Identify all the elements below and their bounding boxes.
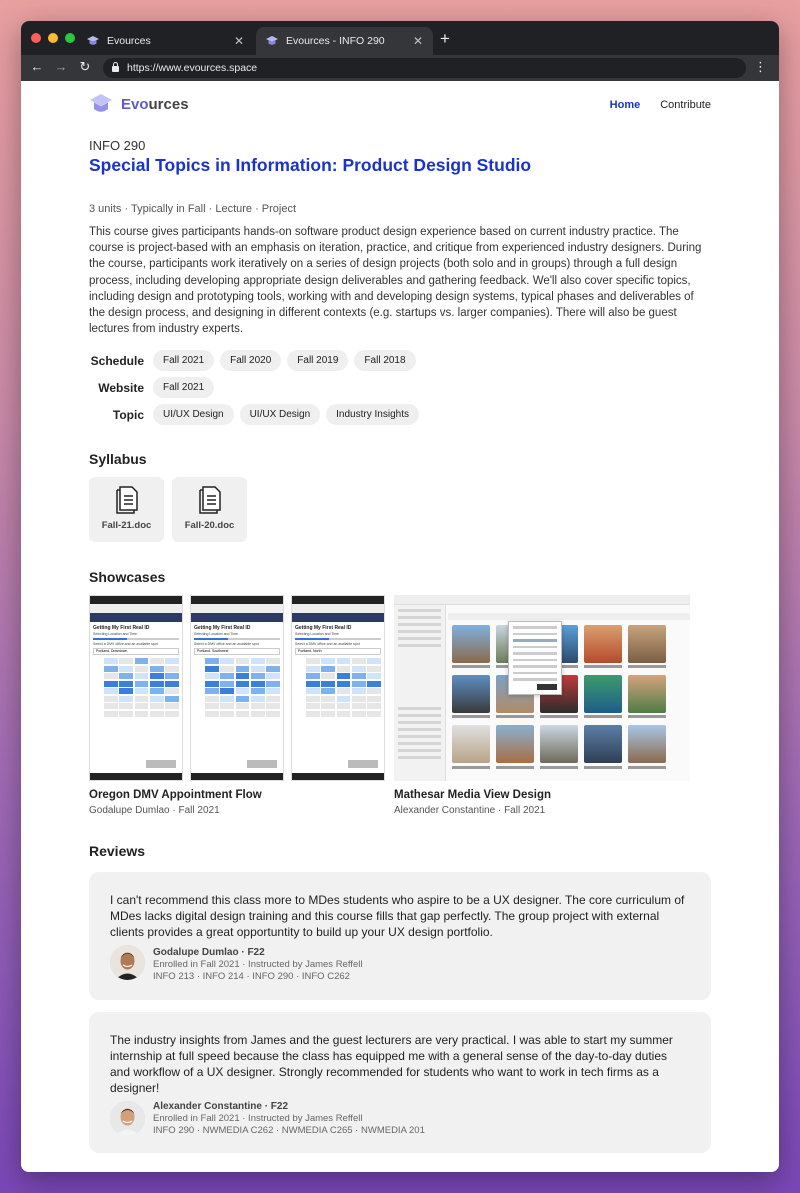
graduation-cap-icon: [89, 93, 113, 115]
reviewer-enrollment: Enrolled in Fall 2021 · Instructed by James Reffell: [153, 1113, 363, 1124]
schedule-row: [89, 350, 422, 371]
review-card: [89, 1012, 711, 1153]
close-tab-icon[interactable]: ✕: [233, 34, 244, 48]
course-code: INFO 290: [89, 138, 146, 153]
slot-grid: [205, 658, 280, 717]
reviewer-courses: INFO 290 · NWMEDIA C262 · NWMEDIA C265 · NWMEDIA 201: [153, 1125, 425, 1136]
slot-grid: [104, 658, 179, 717]
course-meta: 3 units · Typically in Fall · Lecture · Project: [89, 203, 297, 215]
logo-text-rest: urces: [148, 95, 189, 113]
syllabus-file-card[interactable]: [172, 477, 247, 542]
reviewer-enrollment: Enrolled in Fall 2021 · Instructed by James Reffell: [153, 959, 363, 970]
window-controls: [31, 33, 75, 43]
phone-location: Portland, Southwest: [194, 648, 280, 655]
document-icon: [198, 486, 222, 514]
top-nav: [610, 99, 711, 111]
course-description: This course gives participants hands-on software product design experience based on current industry practice. The course is project-based with an emphasis on iteration, practice, and critique from experienced industry designers. During the course, participants work iteratively on a series of design projects (both solo and in groups) through a full design process, including developing appropriate design deliverables and gathering feedback. We'll also cover specific topics, including design and prototyping tools, working with and developing design systems, typical phases and deliverables of the design process, and designing in different contexts (e.g. startups vs. larger companies). There will also be guest lectures from industry experts.: [89, 226, 702, 336]
phone-step: Selecting Location and Time: [295, 632, 339, 636]
review-card: [89, 872, 711, 1000]
phone-step: Selecting Location and Time: [93, 632, 137, 636]
phone-title: Getting My First Real ID: [295, 625, 352, 631]
page: [21, 81, 779, 1172]
graduation-cap-icon: [87, 36, 99, 46]
schedule-pill[interactable]: Fall 2019: [287, 350, 348, 371]
reviewer-name: Alexander Constantine · F22: [153, 1101, 289, 1112]
website-pill[interactable]: Fall 2021: [153, 377, 214, 398]
reviews-heading: Reviews: [89, 843, 146, 859]
file-name: Fall-21.doc: [101, 520, 152, 531]
course-title: Special Topics in Information: Product Design Studio: [89, 155, 532, 175]
showcase-title[interactable]: Mathesar Media View Design: [394, 789, 552, 801]
reviewer-name: Godalupe Dumlao · F22: [153, 947, 265, 958]
schedule-pill[interactable]: Fall 2020: [220, 350, 281, 371]
phone-screen: [89, 595, 183, 781]
browser-tab-info290[interactable]: [256, 27, 433, 55]
phone-prompt: Select a DMV office and an available spot: [93, 642, 158, 646]
showcase-subtitle: Alexander Constantine · Fall 2021: [394, 805, 546, 816]
site-logo[interactable]: [89, 93, 189, 115]
maximize-window-button[interactable]: [65, 33, 75, 43]
nav-contribute-link[interactable]: Contribute: [660, 99, 711, 111]
website-label: Website: [98, 380, 144, 395]
topic-row: [89, 404, 425, 425]
showcase-thumbnail[interactable]: [394, 595, 690, 781]
phone-title: Getting My First Real ID: [93, 625, 150, 631]
close-tab-icon[interactable]: ✕: [412, 34, 423, 48]
syllabus-file-card[interactable]: [89, 477, 164, 542]
browser-menu-button[interactable]: ⋮: [754, 59, 767, 74]
showcase-thumbnail[interactable]: [89, 595, 385, 781]
close-window-button[interactable]: [31, 33, 41, 43]
file-name: Fall-20.doc: [184, 520, 235, 531]
address-bar: [21, 55, 779, 81]
showcase-title[interactable]: Oregon DMV Appointment Flow: [89, 789, 262, 801]
schedule-pill[interactable]: Fall 2018: [354, 350, 415, 371]
avatar: [110, 1101, 145, 1136]
website-row: [89, 377, 220, 398]
phone-prompt: Select a DMV office and an available spot: [295, 642, 360, 646]
topic-pill[interactable]: UI/UX Design: [240, 404, 321, 425]
phone-screen: [190, 595, 284, 781]
phone-screen: [291, 595, 385, 781]
showcase-subtitle: Godalupe Dumlao · Fall 2021: [89, 805, 220, 816]
reviewer-courses: INFO 213 · INFO 214 · INFO 290 · INFO C262: [153, 971, 350, 982]
url-text: https://www.evources.space: [127, 62, 258, 74]
phone-location: Portland, Downtown: [93, 648, 179, 655]
lock-icon: [112, 66, 119, 72]
logo-text-evo: Evo: [121, 95, 149, 113]
phone-step: Selecting Location and Time: [194, 632, 238, 636]
phone-location: Portland, North: [295, 648, 381, 655]
media-view-screenshot: [394, 595, 690, 781]
topic-label: Topic: [112, 407, 144, 422]
minimize-window-button[interactable]: [48, 33, 58, 43]
review-text: The industry insights from James and the guest lecturers are very practical. I was able to start my summer internship at full speed because the class has equipped me with a general sense of the day-to-day duties and workflow of a UX designer. Strongly recommended for students who want to work in tech firms as a designer!: [110, 1033, 673, 1095]
phone-prompt: Select a DMV office and an available spot: [194, 642, 259, 646]
reload-button[interactable]: ↻: [79, 59, 91, 74]
syllabus-heading: Syllabus: [89, 451, 147, 467]
browser-window: [21, 21, 779, 1172]
schedule-pill[interactable]: Fall 2021: [153, 350, 214, 371]
document-icon: [115, 486, 139, 514]
topic-pill[interactable]: UI/UX Design: [153, 404, 234, 425]
tab-label: Evources: [107, 35, 151, 47]
browser-tab-evources[interactable]: [77, 27, 254, 55]
new-tab-button[interactable]: +: [440, 29, 450, 48]
schedule-label: Schedule: [90, 353, 144, 368]
forward-button[interactable]: →: [54, 59, 68, 74]
showcase-card[interactable]: [89, 595, 385, 816]
showcase-card[interactable]: [394, 595, 690, 816]
url-field[interactable]: [103, 58, 746, 78]
tab-bar: [21, 21, 779, 55]
topic-pill[interactable]: Industry Insights: [326, 404, 419, 425]
showcases-heading: Showcases: [89, 569, 166, 585]
review-text: I can't recommend this class more to MDes students who aspire to be a UX designer. The core curriculum of MDes lacks digital design training and this course fills that gap perfectly. The group project with external clients provides a great opportuntity to build up your UX design portfolio.: [110, 893, 685, 939]
avatar: [110, 945, 145, 980]
back-button[interactable]: ←: [30, 59, 44, 74]
phone-title: Getting My First Real ID: [194, 625, 251, 631]
nav-home-link[interactable]: Home: [609, 99, 641, 111]
slot-grid: [306, 658, 381, 717]
tab-label: Evources - INFO 290: [286, 35, 385, 47]
graduation-cap-icon: [266, 36, 278, 46]
